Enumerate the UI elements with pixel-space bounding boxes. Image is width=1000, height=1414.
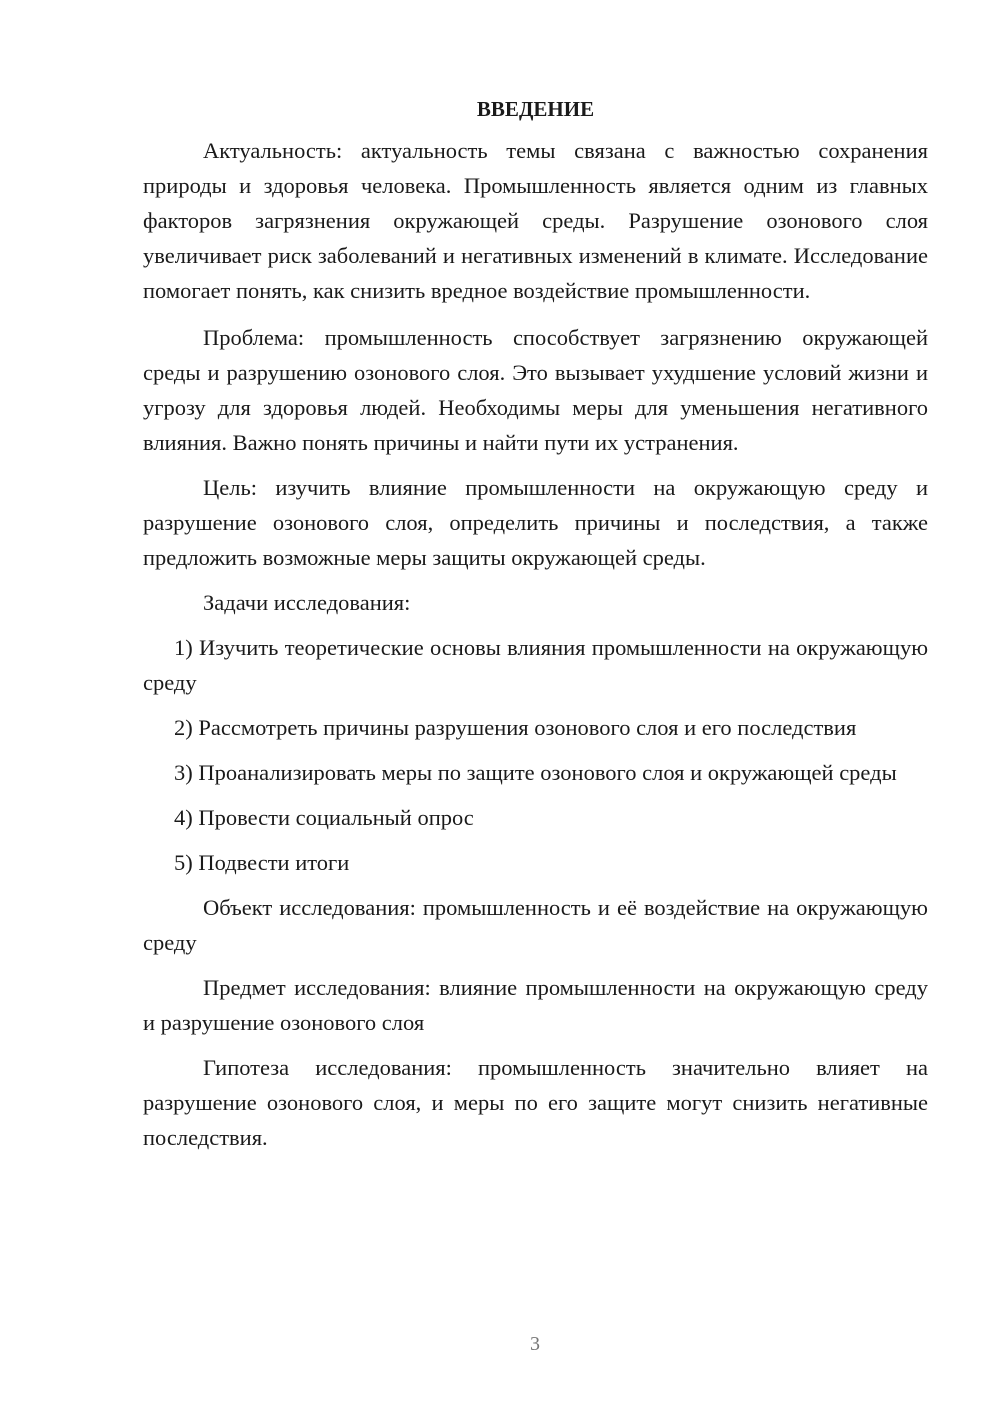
object-paragraph: Объект исследования: промышленность и её воздействие на окружающую среду: [143, 895, 928, 955]
task-item-4: 4) Провести социальный опрос: [174, 805, 474, 830]
task-item-2: 2) Рассмотреть причины разрушения озонового слоя и его последствия: [174, 715, 857, 740]
task-item-1: 1) Изучить теоретические основы влияния промышленности на окружающую среду: [143, 635, 928, 695]
goal-paragraph: Цель: изучить влияние промышленности на окружающую среду и разрушение озонового слоя, определить причины и последствия, а также предложить возможные меры защиты окружающей среды.: [143, 475, 928, 570]
problem-paragraph: Проблема: промышленность способствует загрязнению окружающей среды и разрушению озонового слоя. Это вызывает ухудшение условий жизни и угрозу для здоровья людей. Необходимы меры для уменьшения негативного влияния. Важно понять причины и найти пути их устранения.: [143, 325, 928, 455]
subject-paragraph: Предмет исследования: влияние промышленности на окружающую среду и разрушение озонового слоя: [143, 975, 928, 1035]
task-item-5: 5) Подвести итоги: [174, 850, 350, 875]
page-content: [143, 92, 928, 1165]
relevance-paragraph: Актуальность: актуальность темы связана с важностью сохранения природы и здоровья человека. Промышленность является одним из главных факторов загрязнения окружающей среды. Разрушение озонового слоя увеличивает риск заболеваний и негативных изменений в климате. Исследование помогает понять, как снизить вредное воздействие промышленности.: [143, 138, 928, 303]
task-item-3: 3) Проанализировать меры по защите озонового слоя и окружающей среды: [174, 760, 897, 785]
page-number: 3: [530, 1333, 540, 1355]
tasks-heading: Задачи исследования:: [203, 590, 411, 615]
page-title: ВВЕДЕНИЕ: [476, 97, 595, 121]
hypothesis-paragraph: Гипотеза исследования: промышленность значительно влияет на разрушение озонового слоя, и меры по его защите могут снизить негативные последствия.: [143, 1055, 928, 1150]
